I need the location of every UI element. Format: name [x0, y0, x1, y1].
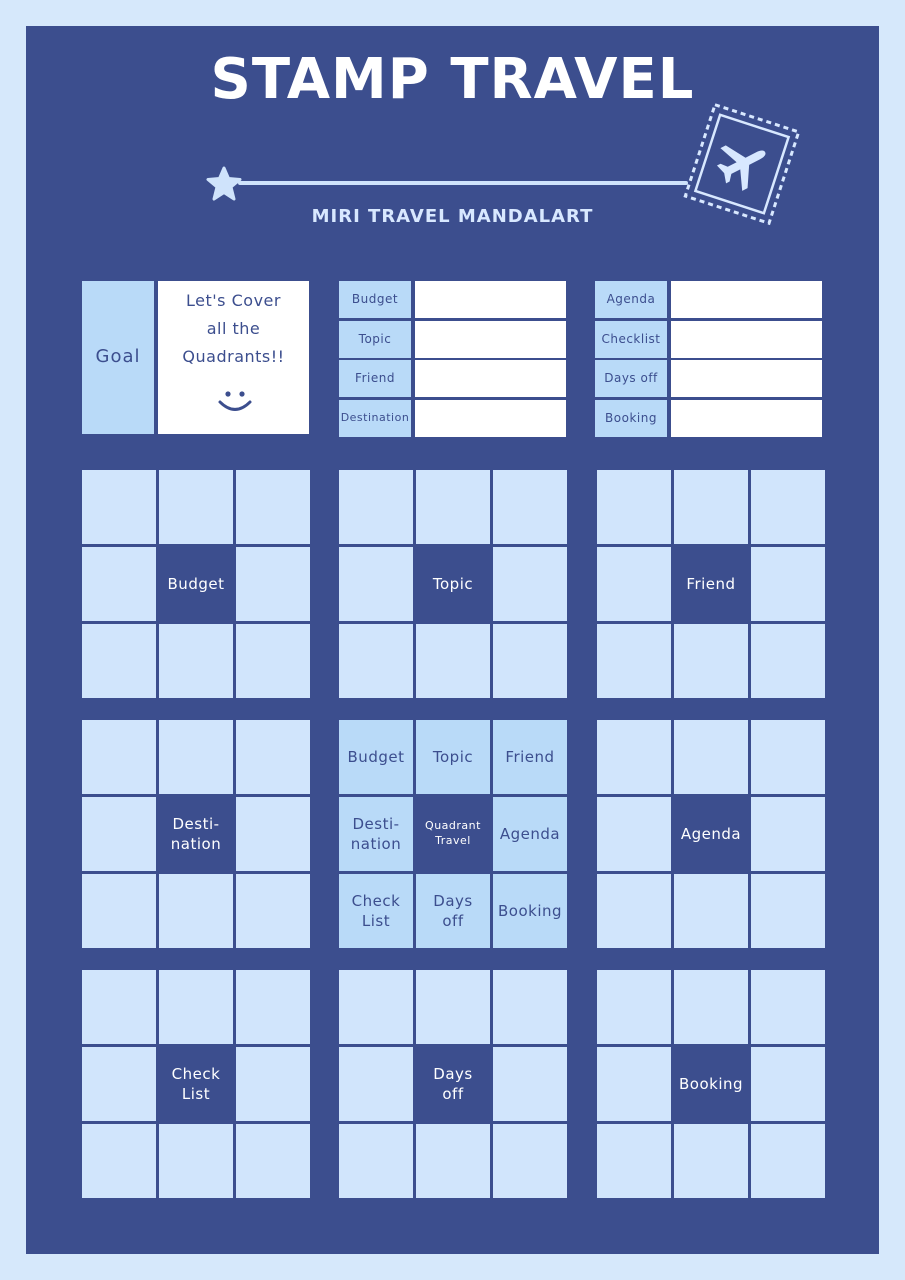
mandalart-cell[interactable]: [236, 1047, 310, 1121]
mandalart-cell[interactable]: [751, 1124, 825, 1198]
block-center-label: Topic: [432, 574, 474, 593]
mandalart-cell[interactable]: [82, 797, 156, 871]
mandalart-cell[interactable]: [82, 547, 156, 621]
mandalart-cell[interactable]: [416, 970, 490, 1044]
mandalart-cell[interactable]: [236, 970, 310, 1044]
list-label: Booking: [605, 410, 657, 425]
block-center-label: Days off: [433, 1064, 473, 1103]
mandalart-cell[interactable]: [674, 720, 748, 794]
mandalart-cell[interactable]: [159, 470, 233, 544]
goal-label-cell: [82, 281, 154, 434]
mandalart-cell[interactable]: [339, 1124, 413, 1198]
mandalart-cell[interactable]: [751, 1047, 825, 1121]
cell-label: Desti- nation: [350, 814, 402, 853]
mandalart-cell[interactable]: [82, 1047, 156, 1121]
theme-cell: [339, 874, 413, 948]
cell-label: Check List: [351, 891, 401, 930]
mandalart-cell[interactable]: [236, 624, 310, 698]
list-label-cell: [339, 360, 411, 397]
mandalart-cell[interactable]: [751, 874, 825, 948]
mandalart-cell[interactable]: [751, 547, 825, 621]
cell-label: Topic: [432, 747, 474, 766]
theme-cell: [339, 720, 413, 794]
theme-cell: [416, 720, 490, 794]
goal-text: Let's Cover all the Quadrants!!: [182, 291, 285, 366]
cell-label: Agenda: [499, 824, 561, 843]
list-field[interactable]: [671, 281, 822, 318]
mandalart-cell[interactable]: [493, 470, 567, 544]
list-label: Friend: [355, 371, 395, 386]
list-field[interactable]: [671, 360, 822, 397]
list-label-cell: [595, 400, 667, 437]
list-field[interactable]: [415, 281, 566, 318]
block-center-cell: [159, 1047, 233, 1121]
mandalart-cell[interactable]: [416, 470, 490, 544]
mandalart-cell[interactable]: [751, 970, 825, 1044]
mandalart-cell[interactable]: [159, 874, 233, 948]
mandalart-cell[interactable]: [236, 470, 310, 544]
mandalart-cell[interactable]: [416, 1124, 490, 1198]
block-center-label: Check List: [171, 1064, 221, 1103]
mandalart-cell[interactable]: [159, 1124, 233, 1198]
smiley-face-icon: [215, 387, 255, 415]
theme-cell: [493, 720, 567, 794]
list-label: Days off: [604, 371, 658, 386]
list-label: Topic: [358, 331, 392, 346]
mandalart-cell[interactable]: [597, 1124, 671, 1198]
list-label-cell: [595, 321, 667, 358]
mandalart-cell[interactable]: [493, 970, 567, 1044]
block-center-cell: [674, 547, 748, 621]
list-field[interactable]: [671, 400, 822, 437]
mandalart-cell[interactable]: [751, 470, 825, 544]
cell-label: Booking: [497, 901, 563, 920]
block-center-label: Booking: [678, 1074, 744, 1093]
mandalart-cell[interactable]: [339, 970, 413, 1044]
mandalart-cell[interactable]: [674, 624, 748, 698]
mandalart-cell[interactable]: [416, 624, 490, 698]
list-field[interactable]: [415, 400, 566, 437]
mandalart-cell[interactable]: [236, 874, 310, 948]
cell-label: Friend: [505, 747, 555, 766]
mandalart-cell[interactable]: [82, 1124, 156, 1198]
theme-cell: [493, 874, 567, 948]
theme-cell: [339, 797, 413, 871]
mandalart-cell[interactable]: [597, 874, 671, 948]
theme-cell: [493, 797, 567, 871]
block-center-label: Budget: [167, 574, 225, 593]
mandalart-cell[interactable]: [493, 1124, 567, 1198]
mandalart-cell[interactable]: [236, 547, 310, 621]
mandalart-cell[interactable]: [82, 970, 156, 1044]
list-field[interactable]: [671, 321, 822, 358]
list-field[interactable]: [415, 321, 566, 358]
mandalart-cell[interactable]: [751, 624, 825, 698]
list-field[interactable]: [415, 360, 566, 397]
mandalart-cell[interactable]: [339, 470, 413, 544]
mandalart-cell[interactable]: [159, 624, 233, 698]
mandalart-cell[interactable]: [597, 624, 671, 698]
goal-label: Goal: [95, 346, 141, 368]
list-label: Agenda: [606, 292, 656, 307]
theme-cell: [416, 874, 490, 948]
block-center-cell: [159, 797, 233, 871]
page-subtitle: MIRI TRAVEL MANDALART: [311, 206, 594, 227]
mandalart-cell[interactable]: [339, 624, 413, 698]
mandalart-cell[interactable]: [236, 797, 310, 871]
mandalart-cell[interactable]: [597, 470, 671, 544]
center-cell: [416, 797, 490, 871]
mandalart-cell[interactable]: [597, 970, 671, 1044]
mandalart-cell[interactable]: [82, 720, 156, 794]
mandalart-cell[interactable]: [751, 797, 825, 871]
mandalart-cell[interactable]: [493, 624, 567, 698]
mandalart-cell[interactable]: [339, 1047, 413, 1121]
list-label-cell: [339, 321, 411, 358]
block-center-label: Desti- nation: [170, 814, 222, 853]
mandalart-cell[interactable]: [82, 624, 156, 698]
mandalart-cell[interactable]: [674, 470, 748, 544]
decorative-line: [238, 181, 688, 185]
mandalart-cell[interactable]: [597, 1047, 671, 1121]
list-label-cell: [595, 360, 667, 397]
page-title: STAMP TRAVEL: [210, 47, 695, 112]
block-center-label: Friend: [686, 574, 736, 593]
list-label: Destination: [340, 410, 410, 424]
cell-label: Days off: [433, 891, 473, 930]
cell-label: Budget: [347, 747, 405, 766]
mandalart-cell[interactable]: [236, 720, 310, 794]
block-center-cell: [416, 547, 490, 621]
list-label: Budget: [351, 292, 399, 307]
mandalart-cell[interactable]: [493, 1047, 567, 1121]
mandalart-cell[interactable]: [674, 1124, 748, 1198]
mandalart-cell[interactable]: [493, 547, 567, 621]
block-center-label: Agenda: [680, 824, 742, 843]
mandalart-cell[interactable]: [159, 720, 233, 794]
mandalart-cell[interactable]: [674, 874, 748, 948]
list-label-cell: [339, 400, 411, 437]
goal-card: [158, 281, 309, 434]
mandalart-cell[interactable]: [674, 970, 748, 1044]
list-label-cell: [595, 281, 667, 318]
block-center-cell: [674, 797, 748, 871]
mandalart-cell[interactable]: [597, 720, 671, 794]
mandalart-cell[interactable]: [751, 720, 825, 794]
mandalart-cell[interactable]: [159, 970, 233, 1044]
list-label: Checklist: [601, 331, 661, 346]
mandalart-cell[interactable]: [82, 470, 156, 544]
mandalart-cell[interactable]: [597, 797, 671, 871]
cell-label: Quadrant Travel: [425, 819, 481, 847]
mandalart-cell[interactable]: [82, 874, 156, 948]
block-center-cell: [674, 1047, 748, 1121]
mandalart-cell[interactable]: [597, 547, 671, 621]
block-center-cell: [159, 547, 233, 621]
mandalart-cell[interactable]: [339, 547, 413, 621]
list-label-cell: [339, 281, 411, 318]
mandalart-cell[interactable]: [236, 1124, 310, 1198]
block-center-cell: [416, 1047, 490, 1121]
